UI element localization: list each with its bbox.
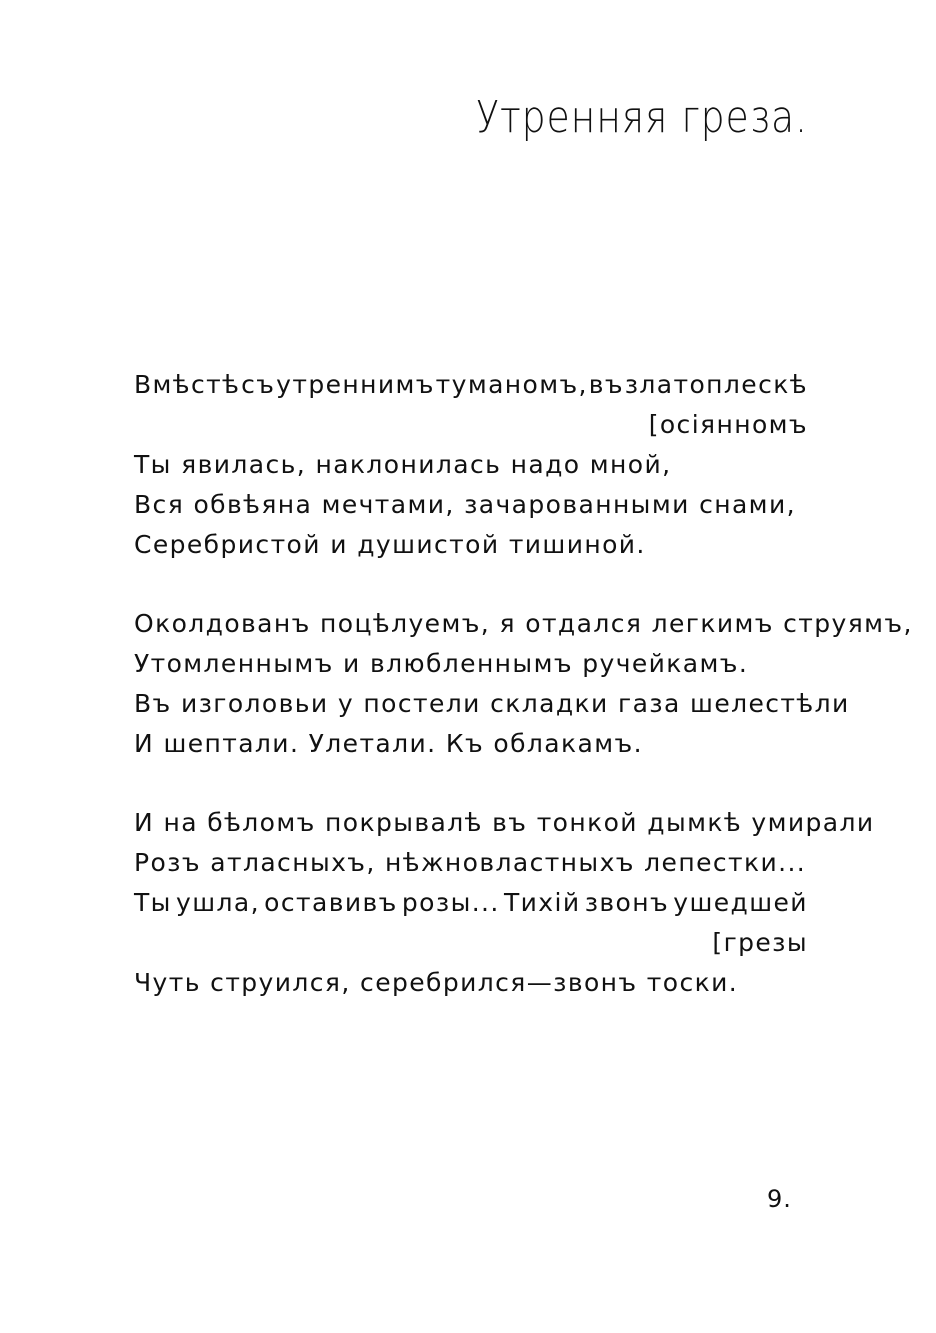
poem-line: И на бѣломъ покрывалѣ въ тонкой дымкѣ умирали [134, 808, 875, 837]
word: Ты [134, 888, 172, 917]
word: звонъ [584, 888, 670, 917]
page-number: 9. [767, 1185, 792, 1213]
poem-line [134, 883, 808, 923]
poem-line [134, 365, 808, 405]
poem-line: И шептали. Улетали. Къ облакамъ. [134, 729, 643, 758]
word: Вмѣстѣ [134, 370, 241, 399]
poem-body [134, 365, 913, 1003]
word: въ [588, 370, 624, 399]
word: Тихій [503, 888, 581, 917]
word: оставивъ [264, 888, 398, 917]
poem-line: Утомленнымъ и влюбленнымъ ручейкамъ. [134, 649, 749, 678]
word: златоплескѣ [624, 370, 808, 399]
word: розы... [401, 888, 500, 917]
poem-title: Утренняя греза. [476, 92, 808, 143]
poem-line: Въ изголовьи у постели складки газа шелестѣли [134, 689, 850, 718]
word: съ [241, 370, 276, 399]
poem-line: Околдованъ поцѣлуемъ, я отдался легкимъ струямъ, [134, 609, 913, 638]
poem-line: Розъ атласныхъ, нѣжновластныхъ лепестки... [134, 848, 807, 877]
poem-line: Ты явилась, наклонилась надо мной, [134, 450, 672, 479]
stanza-1 [134, 365, 808, 565]
word: утреннимъ [276, 370, 435, 399]
poem-line-continuation: [грезы [712, 928, 808, 957]
stanza-3 [134, 803, 875, 1003]
poem-line-continuation: [осіянномъ [648, 410, 808, 439]
poem-line: Вся обвѣяна мечтами, зачарованными снами, [134, 490, 796, 519]
poem-line: Чуть струился, серебрился—звонъ тоски. [134, 968, 739, 997]
word: ушла, [176, 888, 260, 917]
word: туманомъ, [435, 370, 588, 399]
stanza-2 [134, 604, 913, 764]
poem-line: Серебристой и душистой тишиной. [134, 530, 646, 559]
word: ушедшей [673, 888, 808, 917]
